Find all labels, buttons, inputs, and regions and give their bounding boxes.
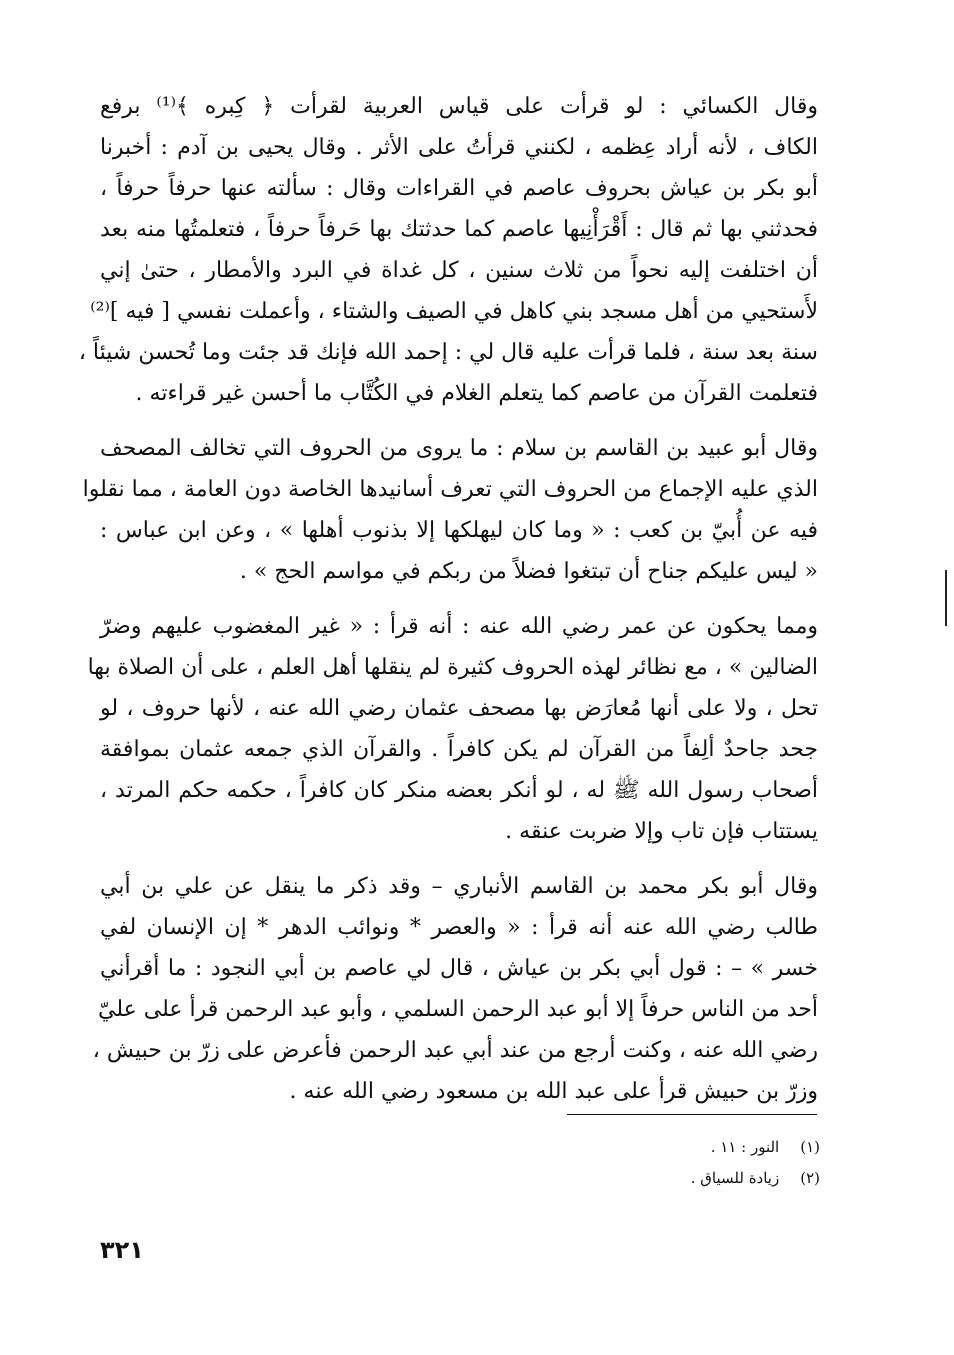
text-line: الضالين » ، مع نظائر لهذه الحروف كثيرة لم ينقلها أهل العلم ، على أن الصلاة بها bbox=[87, 655, 818, 680]
body-text bbox=[78, 86, 819, 1112]
text-line: وقال أبو عبيد بن القاسم بن سلام : ما يروى من الحروف التي تخالف المصحف bbox=[100, 436, 818, 461]
footnote-2 bbox=[500, 1163, 820, 1194]
margin-mark bbox=[945, 570, 947, 626]
text-line: أبو بكر بن عياش بحروف عاصم في القراءات وقال : سألته عنها حرفاً حرفاً ، bbox=[100, 176, 818, 201]
footnote-text: زيادة للسياق . bbox=[690, 1169, 780, 1187]
text-line: وقال أبو بكر محمد بن القاسم الأنباري – وقد ذكر ما ينقل عن علي بن أبي bbox=[100, 874, 819, 899]
text-line: فيه عن أُبيّ بن كعب : « وما كان ليهلكها إلا بذنوب أهلها » ، وعن ابن عباس : bbox=[100, 518, 818, 543]
text-line: رضي الله عنه ، وكنت أرجع من عند أبي عبد الرحمن فأعرض على زرّ بن حبيش ، bbox=[92, 1038, 818, 1063]
footnote-number: (١) bbox=[800, 1138, 820, 1156]
text-line: جحد جاحدٌ ألِفاً من القرآن لم يكن كافراً . والقرآن الذي جمعه عثمان بموافقة bbox=[100, 737, 818, 762]
text-line: أن اختلفت إليه نحواً من ثلاث سنين ، كل غداة في البرد والأمطار ، حتىٰ إني bbox=[100, 258, 818, 283]
text-line: تحل ، ولا على أنها مُعارَض بها مصحف عثمان رضي الله عنه ، لأنها حروف ، لو bbox=[100, 696, 818, 721]
text-line: أصحاب رسول الله ﷺ له ، لو أنكر بعضه منكر كان كافراً ، حكمه حكم المرتد ، bbox=[100, 778, 818, 803]
text-line: فتعلمت القرآن من عاصم كما يتعلم الغلام في الكُتَّاب ما أحسن غير قراءته . bbox=[135, 381, 818, 406]
page-number: ٣٢١ bbox=[100, 1236, 144, 1264]
text-line: « ليس عليكم جناح أن تبتغوا فضلاً من ربكم في مواسم الحج » . bbox=[239, 559, 818, 584]
text-line: خسر » – : قول أبي بكر بن عياش ، قال لي عاصم بن أبي النجود : ما أقرأني bbox=[100, 956, 818, 981]
text-line: طالب رضي الله عنه أنه قرأ : « والعصر * ونوائب الدهر * إن الإنسان لفي bbox=[100, 915, 818, 940]
text-line: الذي عليه الإجماع من الحروف التي تعرف أسانيدها الخاصة دون العامة ، مما نقلوا bbox=[82, 477, 818, 502]
text-line: وقال الكسائي : لو قرأت على قياس العربية لقرأت ﴿ كِبره ﴾⁽¹⁾ برفع bbox=[100, 94, 818, 119]
paragraph-4 bbox=[92, 866, 819, 1112]
text-line: أحد من الناس حرفاً إلا أبو عبد الرحمن السلمي ، وأبو عبد الرحمن قرأ على عليّ bbox=[98, 997, 818, 1022]
text-line: الكاف ، لأنه أراد عِظمه ، لكنني قرأتُ على الأثر . وقال يحيى بن آدم : أخبرنا bbox=[100, 135, 818, 160]
footnote-text: النور : ١١ . bbox=[710, 1138, 780, 1156]
footnote-1 bbox=[500, 1132, 820, 1163]
paragraph-3 bbox=[87, 606, 818, 852]
paragraph-2 bbox=[82, 428, 818, 592]
footnote-number: (٢) bbox=[800, 1169, 820, 1187]
text-line: فحدثني بها ثم قال : أَقْرَأْنِيها عاصم كما حدثتك بها حَرفاً حرفاً ، فتعلمتُها منه بعد bbox=[100, 217, 818, 242]
text-line: ومما يحكون عن عمر رضي الله عنه : أنه قرأ : « غير المغضوب عليهم وضرّ bbox=[100, 614, 818, 639]
footnotes bbox=[500, 1132, 820, 1194]
text-line: وزرّ بن حبيش قرأ على عبد الله بن مسعود رضي الله عنه . bbox=[289, 1079, 818, 1104]
text-line: لأَستحيي من أهل مسجد بني كاهل في الصيف والشتاء ، وأعملت نفسي [ فيه ]⁽²⁾ bbox=[90, 299, 818, 324]
text-line: سنة بعد سنة ، فلما قرأت عليه قال لي : إحمد الله فإنك قد جئت وما تُحسن شيئاً ، bbox=[78, 340, 818, 365]
paragraph-1 bbox=[78, 86, 818, 414]
footnote-divider bbox=[567, 1114, 817, 1115]
text-line: يستتاب فإن تاب وإلا ضربت عنقه . bbox=[505, 819, 818, 844]
